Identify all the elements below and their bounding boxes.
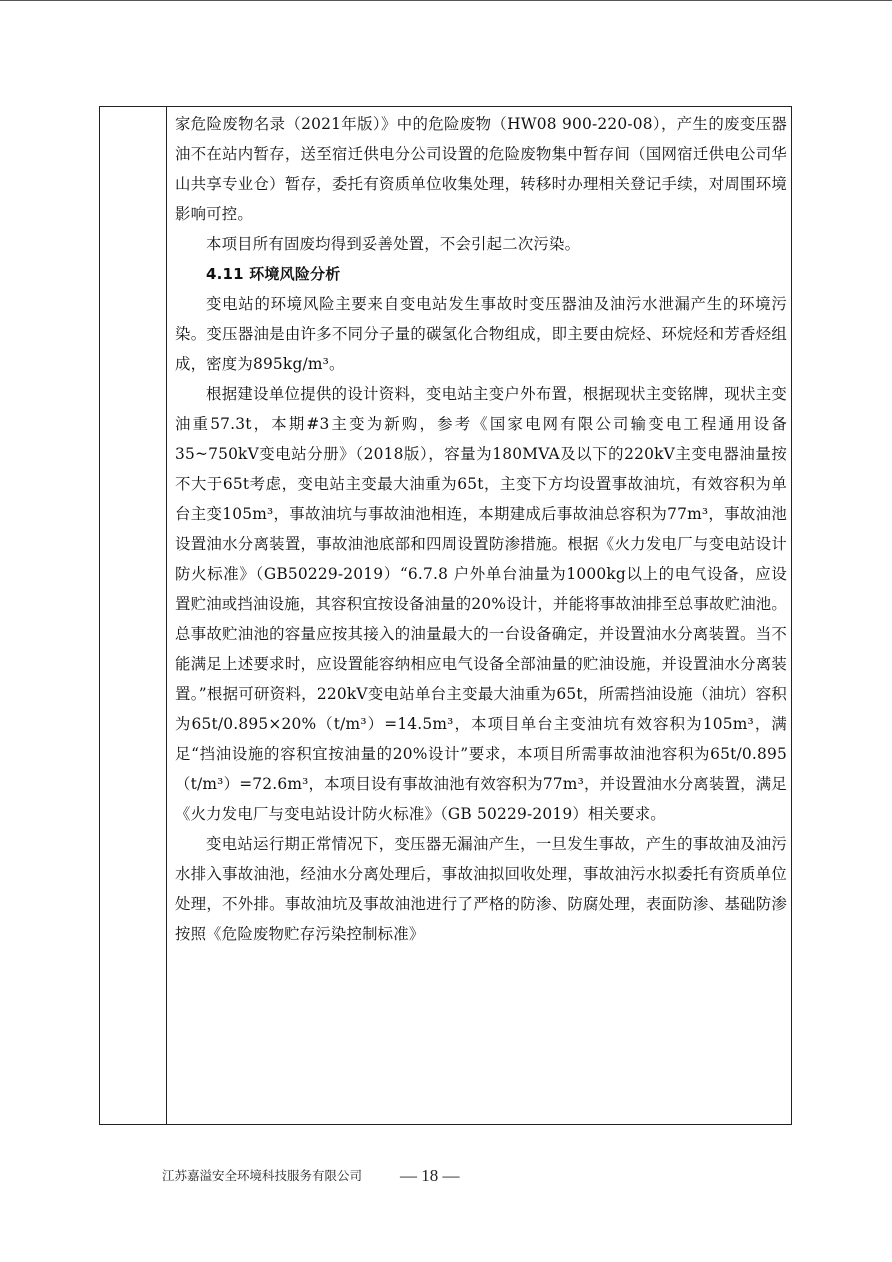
paragraph-operation: 变电站运行期正常情况下，变压器无漏油产生，一旦发生事故，产生的事故油及油污水排入事故油池，经油水分离处理后，事故油拟回收处理，事故油污水拟委托有资质单位处理，不外排。事故油坑及事故油池进行了严格的防渗、防腐处理，表面防渗、基础防渗按照《危险废物贮存污染控制标准》	[175, 835, 787, 943]
table-content-cell	[175, 109, 787, 949]
paragraph-solid-waste: 本项目所有固废均得到妥善处置，不会引起二次污染。	[206, 235, 581, 253]
section-heading: 4.11 环境风险分析	[206, 265, 341, 283]
table-frame	[99, 106, 792, 1125]
top-rule	[0, 0, 892, 1]
paragraph-risk-source: 变电站的环境风险主要来自变电站发生事故时变压器油及油污水泄漏产生的环境污染。变压器油是由许多不同分子量的碳氢化合物组成，即主要由烷烃、环烷烃和芳香烃组成，密度为895kg/m³。	[175, 295, 787, 373]
footer-company: 江苏嘉溢安全环境科技服务有限公司	[162, 1168, 363, 1183]
paragraph-waste-list: 家危险废物名录（2021年版）》中的危险废物（HW08 900-220-08），产生的废变压器油不在站内暂存，送至宿迁供电分公司设置的危险废物集中暂存间（国网宿迁供电公司华山共享专业仓）暂存，委托有资质单位收集处理，转移时办理相关登记手续，对周围环境影响可控。	[175, 115, 787, 223]
paragraph-oil-design: 根据建设单位提供的设计资料，变电站主变户外布置，根据现状主变铭牌，现状主变油重57.3t，本期#3主变为新购，参考《国家电网有限公司输变电工程通用设备35~750kV变电站分册》（2018版），容量为180MVA及以下的220kV主变电器油量按不大于65t考虑，变电站主变最大油重为65t，主变下方均设置事故油坑，有效容积为单台主变105m³，事故油坑与事故油池相连，本期建成后事故油总容积为77m³，事故油池设置油水分离装置，事故油池底部和四周设置防渗措施。根据《火力发电厂与变电站设计防火标准》（GB50229-2019）“6.7.8 户外单台油量为1000kg以上的电气设备，应设置贮油或挡油设施，其容积宜按设备油量的20%设计，并能将事故油排至总事故贮油池。总事故贮油池的容量应按其接入的油量最大的一台设备确定，并设置油水分离装置。当不能满足上述要求时，应设置能容纳相应电气设备全部油量的贮油设施，并设置油水分离装置。”根据可研资料，220kV变电站单台主变最大油重为65t，所需挡油设施（油坑）容积为65t/0.895×20%（t/m³）=14.5m³，本项目单台主变油坑有效容积为105m³，满足“挡油设施的容积宜按油量的20%设计”要求，本项目所需事故油池容积为65t/0.895（t/m³）=72.6m³，本项目设有事故油池有效容积为77m³，并设置油水分离装置，满足《火力发电厂与变电站设计防火标准》（GB 50229-2019）相关要求。	[175, 385, 787, 823]
page-number: — 18 —	[400, 1166, 460, 1185]
column-divider	[166, 107, 167, 1124]
